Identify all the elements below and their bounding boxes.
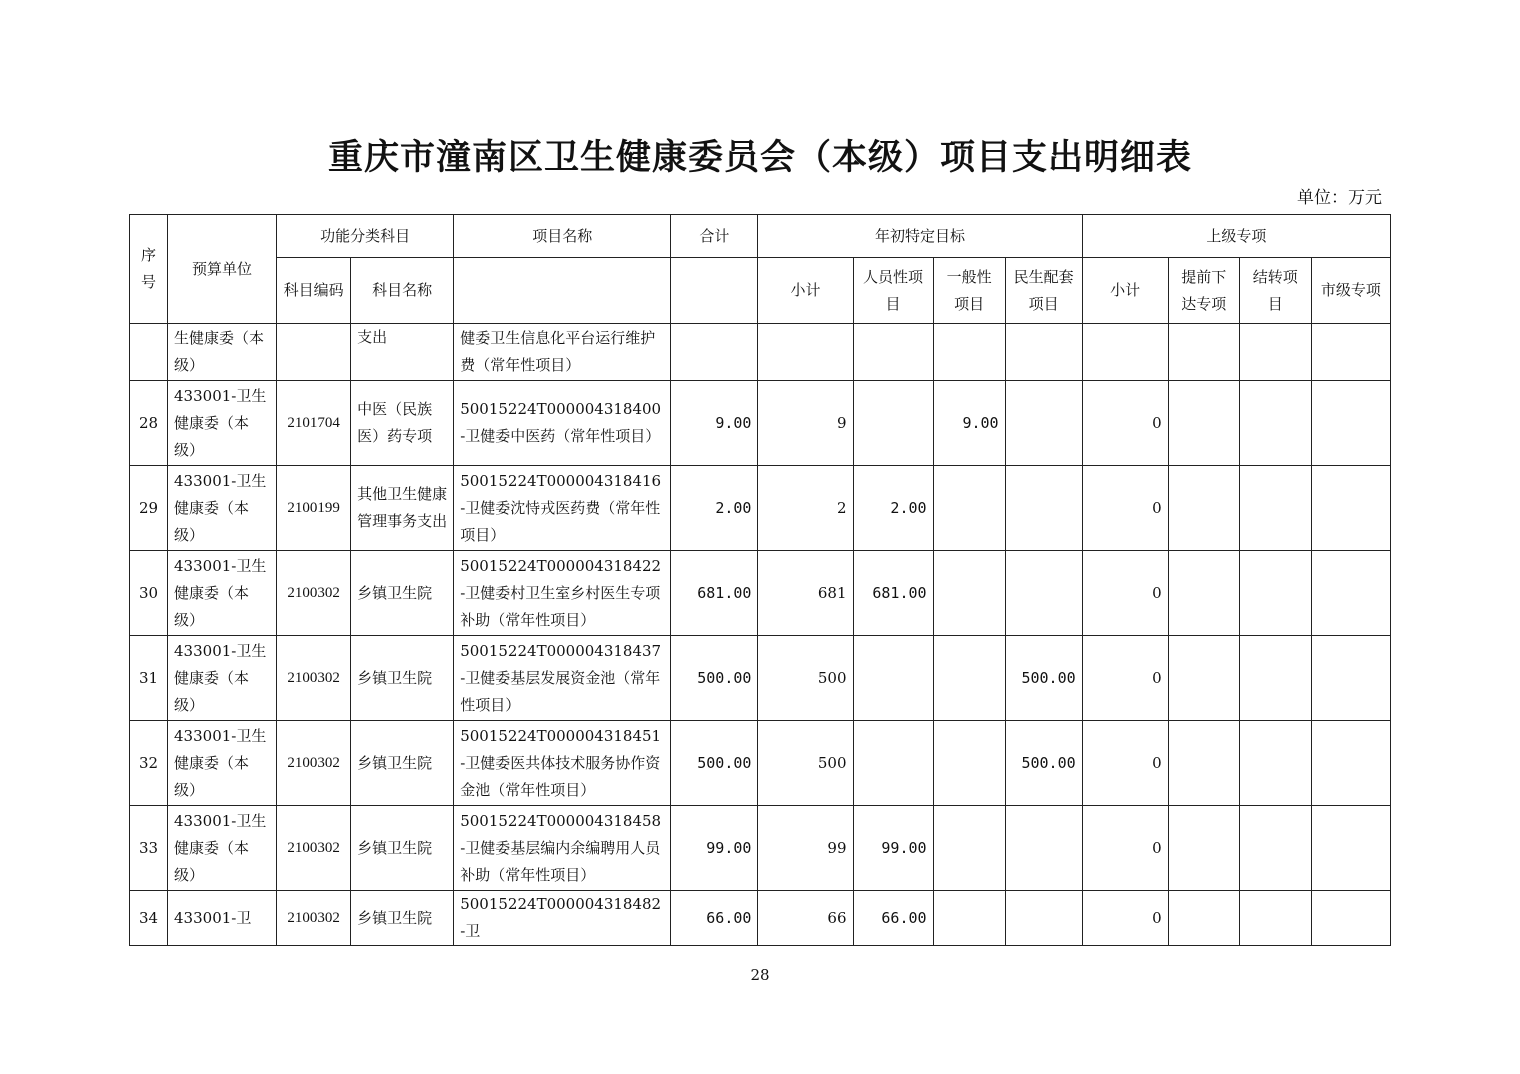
project-expenditure-table xyxy=(129,214,1391,946)
table-row xyxy=(130,466,1391,551)
cell-subject: 其他卫生健康管理事务支出 xyxy=(351,466,454,551)
page-number: 28 xyxy=(750,966,770,984)
cell-subtotal: 681 xyxy=(758,551,853,636)
cell-code: 2100199 xyxy=(277,466,351,551)
unit-label: 单位：万元 xyxy=(1297,188,1382,208)
table-row xyxy=(130,806,1391,891)
cell-seq: 34 xyxy=(130,891,168,946)
cell-sup-subtotal: 0 xyxy=(1082,466,1168,551)
cell-unit: 433001-卫生健康委（本级） xyxy=(168,551,277,636)
header-project-name: 项目名称 xyxy=(454,215,671,258)
header-project-name-blank xyxy=(454,258,671,324)
cell-subtotal: 500 xyxy=(758,721,853,806)
cell-seq: 29 xyxy=(130,466,168,551)
cell-sup-subtotal: 0 xyxy=(1082,721,1168,806)
header-city: 市级专项 xyxy=(1311,258,1390,324)
cell-code: 2100302 xyxy=(277,891,351,946)
cell-seq: 28 xyxy=(130,381,168,466)
header-advance: 提前下达专项 xyxy=(1168,258,1239,324)
cell-livelihood xyxy=(1005,806,1082,891)
cell-sup-subtotal: 0 xyxy=(1082,806,1168,891)
cell-unit: 生健康委（本级） xyxy=(168,324,277,381)
cell-subject: 乡镇卫生院 xyxy=(351,721,454,806)
header-carryover: 结转项目 xyxy=(1239,258,1311,324)
cell-unit: 433001-卫 xyxy=(168,891,277,946)
cell-seq: 30 xyxy=(130,551,168,636)
cell-general xyxy=(933,891,1005,946)
cell-project: 50015224T000004318458-卫健委基层编内余编聘用人员补助（常年性项目） xyxy=(454,806,671,891)
cell-total: 681.00 xyxy=(671,551,758,636)
cell-subtotal: 99 xyxy=(758,806,853,891)
cell-personnel: 2.00 xyxy=(853,466,933,551)
cell-subtotal: 9 xyxy=(758,381,853,466)
cell-personnel: 681.00 xyxy=(853,551,933,636)
cell-sup-subtotal: 0 xyxy=(1082,891,1168,946)
header-general: 一般性项目 xyxy=(933,258,1005,324)
table-row xyxy=(130,636,1391,721)
header-total: 合计 xyxy=(671,215,758,258)
cell-personnel: 66.00 xyxy=(853,891,933,946)
cell-seq: 33 xyxy=(130,806,168,891)
cell-total: 99.00 xyxy=(671,806,758,891)
cell-total: 2.00 xyxy=(671,466,758,551)
cell-unit: 433001-卫生健康委（本级） xyxy=(168,636,277,721)
cell-code: 2100302 xyxy=(277,551,351,636)
cell-unit: 433001-卫生健康委（本级） xyxy=(168,806,277,891)
cell-personnel: 99.00 xyxy=(853,806,933,891)
cell-unit: 433001-卫生健康委（本级） xyxy=(168,466,277,551)
header-seq: 序号 xyxy=(130,215,168,324)
cell-project: 50015224T000004318451-卫健委医共体技术服务协作资金池（常年性项目） xyxy=(454,721,671,806)
cell-code: 2100302 xyxy=(277,721,351,806)
cell-personnel xyxy=(853,381,933,466)
cell-total: 9.00 xyxy=(671,381,758,466)
page-title: 重庆市潼南区卫生健康委员会（本级）项目支出明细表 xyxy=(327,137,1192,178)
cell-subject: 中医（民族医）药专项 xyxy=(351,381,454,466)
table-row xyxy=(130,381,1391,466)
cell-total: 500.00 xyxy=(671,636,758,721)
cell-personnel xyxy=(853,721,933,806)
cell-sup-subtotal: 0 xyxy=(1082,381,1168,466)
cell-subject: 乡镇卫生院 xyxy=(351,551,454,636)
cell-personnel xyxy=(853,636,933,721)
cell-seq: 32 xyxy=(130,721,168,806)
cell-general xyxy=(933,721,1005,806)
cell-livelihood: 500.00 xyxy=(1005,636,1082,721)
header-subject-name: 科目名称 xyxy=(351,258,454,324)
header-livelihood: 民生配套项目 xyxy=(1005,258,1082,324)
cell-subject: 乡镇卫生院 xyxy=(351,891,454,946)
cell-general xyxy=(933,551,1005,636)
cell-subtotal: 500 xyxy=(758,636,853,721)
header-total-blank xyxy=(671,258,758,324)
cell-project: 50015224T000004318422-卫健委村卫生室乡村医生专项补助（常年性项目） xyxy=(454,551,671,636)
table-row xyxy=(130,551,1391,636)
cell-project: 50015224T000004318416-卫健委沈恃戎医药费（常年性项目） xyxy=(454,466,671,551)
cell-livelihood xyxy=(1005,381,1082,466)
cell-code: 2100302 xyxy=(277,636,351,721)
header-early-target: 年初特定目标 xyxy=(758,215,1082,258)
cell-project: 50015224T000004318482-卫 xyxy=(454,891,671,946)
cell-sup-subtotal: 0 xyxy=(1082,636,1168,721)
cell-livelihood xyxy=(1005,466,1082,551)
cell-total: 66.00 xyxy=(671,891,758,946)
cell-subtotal: 2 xyxy=(758,466,853,551)
cell-general xyxy=(933,806,1005,891)
cell-total: 500.00 xyxy=(671,721,758,806)
cell-subject: 乡镇卫生院 xyxy=(351,636,454,721)
header-superior: 上级专项 xyxy=(1082,215,1390,258)
header-row-2 xyxy=(130,258,1391,324)
cell-sup-subtotal: 0 xyxy=(1082,551,1168,636)
cell-unit: 433001-卫生健康委（本级） xyxy=(168,381,277,466)
cell-livelihood: 500.00 xyxy=(1005,721,1082,806)
cell-livelihood xyxy=(1005,551,1082,636)
cell-general: 9.00 xyxy=(933,381,1005,466)
table-row xyxy=(130,721,1391,806)
cell-livelihood xyxy=(1005,891,1082,946)
header-personnel: 人员性项目 xyxy=(853,258,933,324)
header-sup-subtotal: 小计 xyxy=(1082,258,1168,324)
table-row-partial xyxy=(130,324,1391,381)
cell-code: 2101704 xyxy=(277,381,351,466)
cell-unit: 433001-卫生健康委（本级） xyxy=(168,721,277,806)
header-subtotal: 小计 xyxy=(758,258,853,324)
header-func-class: 功能分类科目 xyxy=(277,215,454,258)
cell-project: 健委卫生信息化平台运行维护费（常年性项目） xyxy=(454,324,671,381)
cell-general xyxy=(933,636,1005,721)
cell-subtotal: 66 xyxy=(758,891,853,946)
cell-subject: 支出 xyxy=(351,324,454,381)
cell-subject: 乡镇卫生院 xyxy=(351,806,454,891)
cell-general xyxy=(933,466,1005,551)
table-row-last xyxy=(130,891,1391,946)
header-row-1 xyxy=(130,215,1391,258)
cell-seq: 31 xyxy=(130,636,168,721)
cell-project: 50015224T000004318437-卫健委基层发展资金池（常年性项目） xyxy=(454,636,671,721)
header-subject-code: 科目编码 xyxy=(277,258,351,324)
cell-project: 50015224T000004318400-卫健委中医药（常年性项目） xyxy=(454,381,671,466)
header-budget-unit: 预算单位 xyxy=(168,215,277,324)
cell-code: 2100302 xyxy=(277,806,351,891)
